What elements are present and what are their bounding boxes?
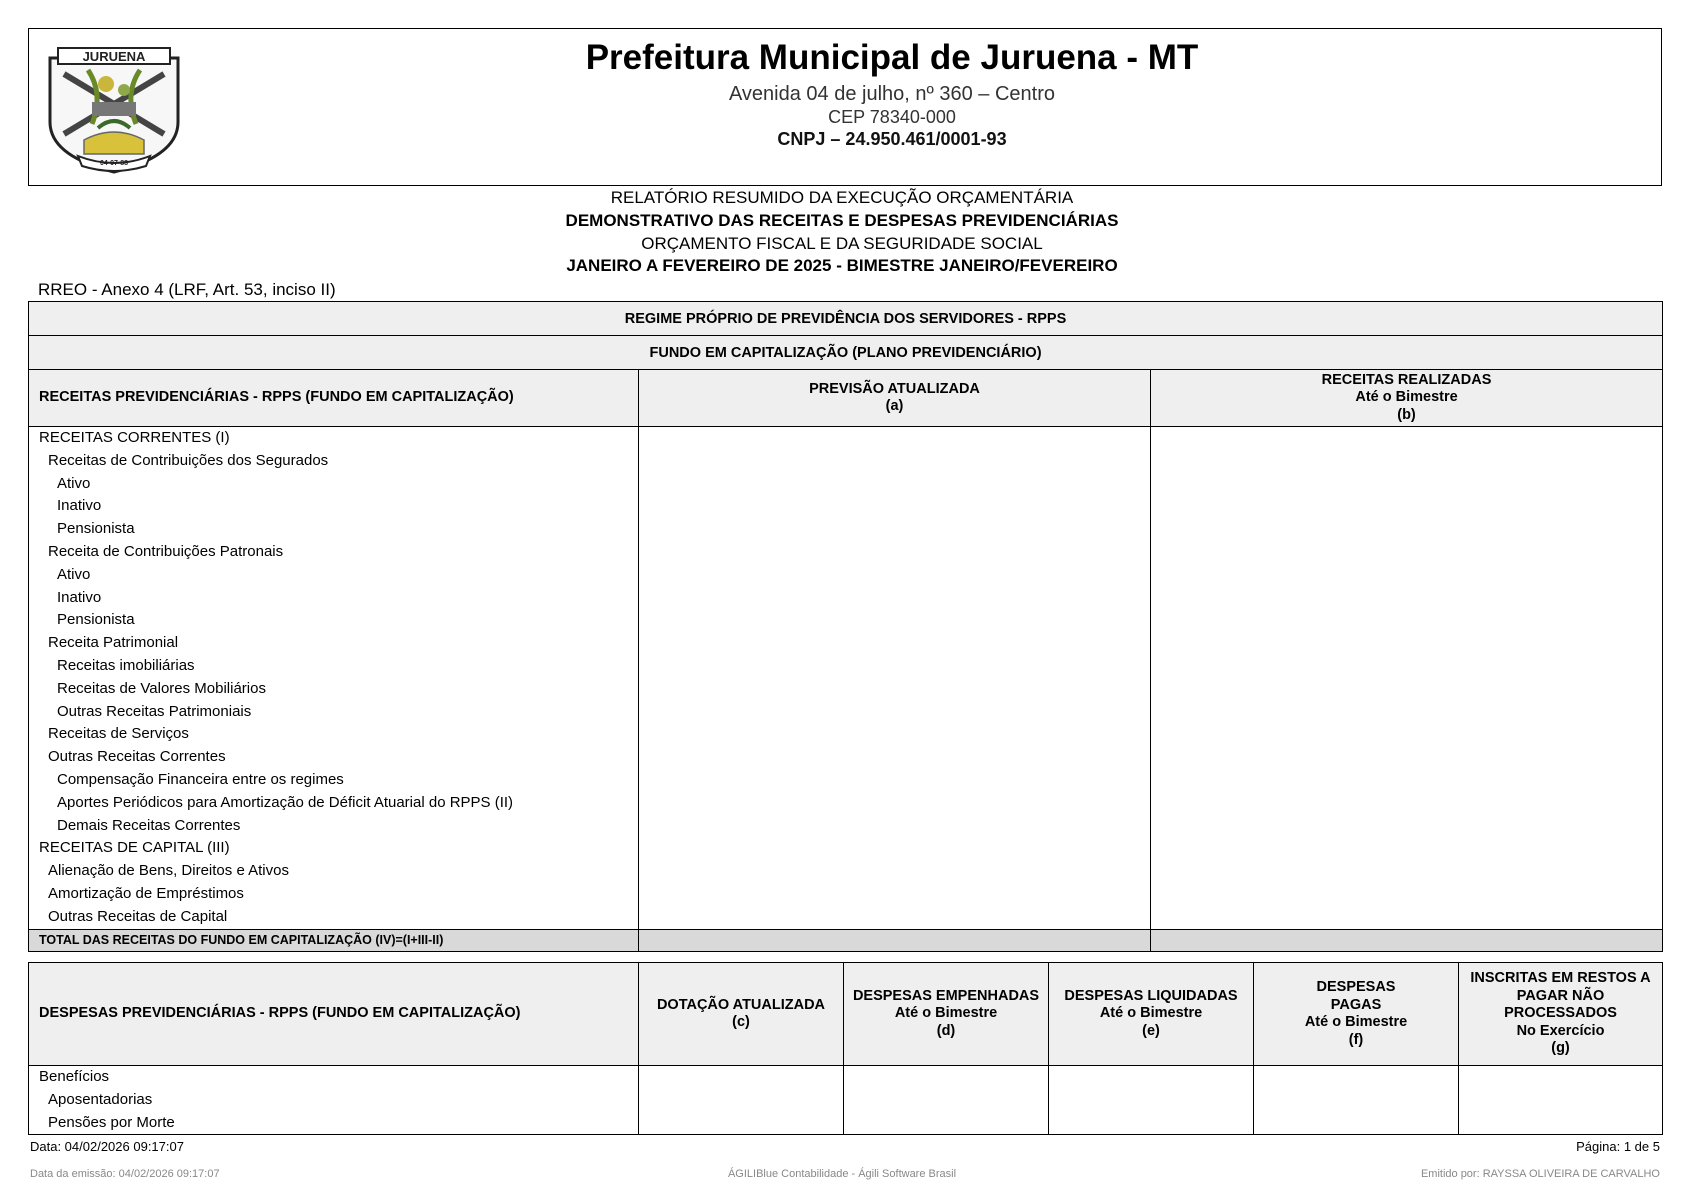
footer-software: ÁGILIBlue Contabilidade - Ágili Software Brasil: [727, 1168, 957, 1180]
report-period: JANEIRO A FEVEREIRO DE 2025 - BIMESTRE JANEIRO/FEVEREIRO: [566, 256, 1118, 275]
header-line: Até o Bimestre: [1304, 1014, 1408, 1030]
dotacao-values-column: [639, 1066, 844, 1135]
footer-emission-date: Data da emissão: 04/02/2026 09:17:07: [30, 1168, 220, 1180]
pagas-values-column: [1254, 1066, 1459, 1135]
fundo-band: FUNDO EM CAPITALIZAÇÃO (PLANO PREVIDENCIÁRIO): [29, 336, 1663, 370]
header-line: No Exercício: [1516, 1022, 1605, 1039]
pagas-header: [1254, 963, 1459, 1066]
table-row-label: Demais Receitas Correntes: [57, 816, 241, 834]
header-line: Até o Bimestre: [1355, 389, 1458, 406]
table-row-label: Aportes Periódicos para Amortização de Déficit Atuarial do RPPS (II): [57, 793, 514, 811]
header-line: (a): [885, 398, 904, 414]
despesas-table: [28, 962, 1663, 1135]
header-line: DESPESAS EMPENHADAS: [852, 987, 1040, 1004]
cep-line: CEP 78340-000: [828, 107, 956, 127]
empenhadas-header: [844, 963, 1049, 1066]
table-row-label: Pensionista: [57, 611, 135, 629]
cnpj-line: CNPJ – 24.950.461/0001-93: [777, 129, 1007, 149]
header-line: (f): [1348, 1031, 1364, 1048]
logo-text: JURUENA: [82, 49, 146, 64]
realizadas-values-column: [1151, 427, 1663, 930]
annex-reference: RREO - Anexo 4 (LRF, Art. 53, inciso II): [38, 280, 336, 299]
despesas-rows: [29, 1066, 638, 1134]
footer-date: Data: 04/02/2026 09:17:07: [30, 1139, 184, 1154]
liquidadas-header: [1049, 963, 1254, 1066]
table-row-label: Receita de Contribuições Patronais: [48, 542, 284, 560]
header-line: RECEITAS REALIZADAS: [1321, 371, 1492, 388]
table-row-label: Outras Receitas Correntes: [48, 748, 226, 766]
logo-date: 04-07-88: [99, 160, 129, 167]
table-row-label: Pensões por Morte: [48, 1113, 175, 1131]
table-row-label: Receitas de Valores Mobiliários: [57, 679, 266, 697]
header-line: DESPESAS: [1316, 979, 1396, 995]
restos-a-pagar-header: [1459, 963, 1663, 1066]
table-row-label: RECEITAS DE CAPITAL (III): [39, 839, 230, 857]
liquidadas-values-column: [1049, 1066, 1254, 1135]
report-title-1: RELATÓRIO RESUMIDO DA EXECUÇÃO ORÇAMENTÁRIA: [610, 188, 1074, 207]
table-row-label: Aposentadorias: [48, 1090, 153, 1108]
previsao-atualizada-header: [639, 370, 1151, 427]
rpps-band: REGIME PRÓPRIO DE PREVIDÊNCIA DOS SERVIDORES - RPPS: [29, 302, 1663, 336]
total-receitas-label: TOTAL DAS RECEITAS DO FUNDO EM CAPITALIZAÇÃO (IV)=(I+III-II): [29, 929, 639, 951]
header-line: PREVISÃO ATUALIZADA: [809, 380, 980, 397]
table-row-label: Compensação Financeira entre os regimes: [57, 770, 344, 788]
table-row-label: Benefícios: [39, 1068, 110, 1085]
table-row-label: Alienação de Bens, Direitos e Ativos: [48, 862, 289, 880]
header-line: PROCESSADOS: [1504, 1005, 1617, 1022]
receitas-realizadas-header: [1151, 370, 1663, 427]
despesas-label-header: DESPESAS PREVIDENCIÁRIAS - RPPS (FUNDO EM CAPITALIZAÇÃO): [29, 963, 639, 1066]
dotacao-header: [639, 963, 844, 1066]
table-row-label: Amortização de Empréstimos: [48, 884, 244, 902]
header-line: PAGAR NÃO: [1516, 987, 1605, 1004]
header-line: DESPESAS LIQUIDADAS: [1064, 987, 1238, 1004]
header-line: (b): [1397, 406, 1416, 423]
table-row-label: Receita Patrimonial: [48, 634, 179, 652]
header-line: INSCRITAS EM RESTOS A: [1470, 970, 1651, 987]
table-row-label: Outras Receitas Patrimoniais: [57, 702, 252, 720]
header-line: (g): [1551, 1040, 1570, 1057]
receitas-rows: [29, 427, 638, 929]
receitas-table: [28, 301, 1663, 952]
page-title: Prefeitura Municipal de Juruena - MT: [585, 38, 1199, 77]
address-line: Avenida 04 de julho, nº 360 – Centro: [728, 83, 1056, 105]
footer-emitted-by: Emitido por: RAYSSA OLIVEIRA DE CARVALHO: [1420, 1168, 1660, 1180]
table-row-label: Ativo: [57, 565, 91, 583]
total-realizadas-cell: [1151, 929, 1663, 951]
table-row-label: Inativo: [57, 497, 102, 515]
total-previsao-cell: [639, 929, 1151, 951]
table-row-label: Outras Receitas de Capital: [48, 907, 228, 925]
table-row-label: RECEITAS CORRENTES (I): [39, 429, 230, 446]
empenhadas-values-column: [844, 1066, 1049, 1135]
receitas-labels-column: [29, 427, 639, 930]
header-line: Até o Bimestre: [1099, 1005, 1203, 1022]
header-line: Até o Bimestre: [894, 1005, 998, 1022]
header-line: (d): [936, 1022, 956, 1039]
receitas-label-header: RECEITAS PREVIDENCIÁRIAS - RPPS (FUNDO EM CAPITALIZAÇÃO): [29, 370, 639, 427]
table-row-label: Receitas de Contribuições dos Segurados: [48, 451, 329, 469]
table-row-label: Receitas imobiliárias: [57, 656, 195, 674]
table-row-label: Receitas de Serviços: [48, 725, 189, 743]
header-line: (e): [1142, 1022, 1160, 1039]
report-title-3: ORÇAMENTO FISCAL E DA SEGURIDADE SOCIAL: [641, 234, 1043, 253]
table-row-label: Inativo: [57, 588, 102, 606]
despesas-labels-column: [29, 1066, 639, 1135]
header-line: DOTAÇÃO ATUALIZADA: [656, 996, 826, 1013]
header-line: PAGAS: [1330, 996, 1382, 1013]
report-title-2: DEMONSTRATIVO DAS RECEITAS E DESPESAS PREVIDENCIÁRIAS: [565, 211, 1119, 230]
header-line: (c): [732, 1014, 750, 1030]
restos-values-column: [1459, 1066, 1663, 1135]
table-row-label: Ativo: [57, 474, 91, 492]
previsao-values-column: [639, 427, 1151, 930]
table-row-label: Pensionista: [57, 520, 135, 538]
footer-page-number: Página: 1 de 5: [1576, 1139, 1660, 1154]
